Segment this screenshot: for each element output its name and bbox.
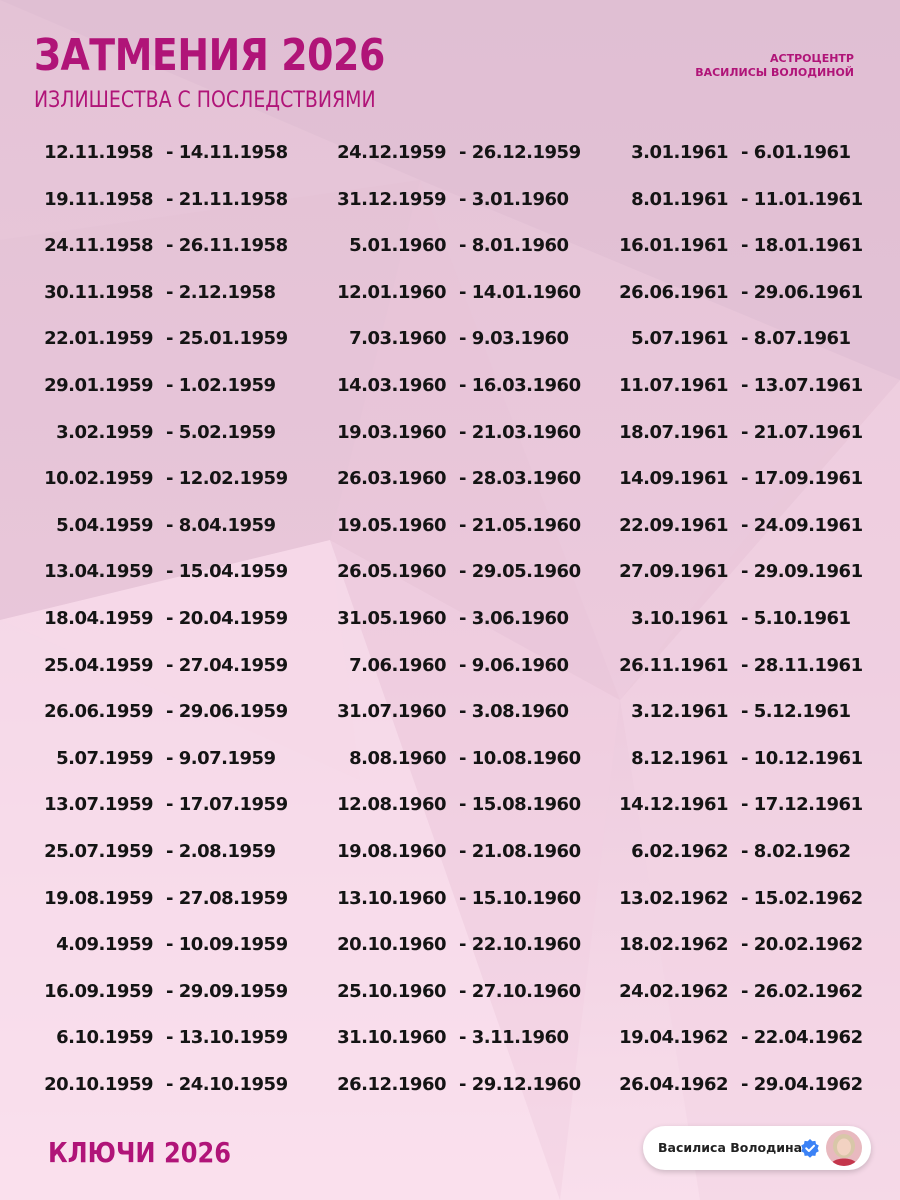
- brand-logo-text: [695, 52, 854, 80]
- date-range-row: [333, 784, 588, 831]
- date-end: - 24.10.1959: [166, 1073, 288, 1095]
- date-end: - 15.02.1962: [741, 887, 863, 909]
- date-start: 19.08.1960: [337, 840, 446, 862]
- date-start: 7.06.1960: [349, 654, 446, 676]
- date-start: 6.10.1959: [56, 1027, 153, 1049]
- date-start: 16.09.1959: [44, 980, 153, 1002]
- date-end: - 14.01.1960: [459, 281, 581, 303]
- date-start: 11.07.1961: [619, 374, 728, 396]
- header: [34, 30, 442, 113]
- date-end: - 15.08.1960: [459, 794, 581, 816]
- date-column-1: [40, 132, 295, 1110]
- date-start: 8.01.1961: [631, 188, 728, 210]
- date-start: 26.04.1962: [619, 1073, 728, 1095]
- date-range-row: [615, 505, 870, 552]
- page-subtitle: ИЗЛИШЕСТВА С ПОСЛЕДСТВИЯМИ: [34, 88, 376, 113]
- date-start: 19.04.1962: [619, 1027, 728, 1049]
- date-start: 3.02.1959: [56, 421, 153, 443]
- date-start: 20.10.1959: [44, 1073, 153, 1095]
- date-start: 30.11.1958: [44, 281, 153, 303]
- date-range-row: [333, 738, 588, 785]
- date-start: 3.01.1961: [631, 142, 728, 163]
- date-range-row: [40, 971, 295, 1018]
- date-range-row: [333, 272, 588, 319]
- date-end: - 21.07.1961: [741, 421, 863, 443]
- date-range-row: [615, 878, 870, 925]
- date-range-row: [333, 924, 588, 971]
- date-range-row: [40, 365, 295, 412]
- date-start: 5.07.1961: [631, 328, 728, 350]
- date-end: - 3.01.1960: [459, 188, 569, 210]
- date-range-row: [615, 738, 870, 785]
- date-end: - 11.01.1961: [741, 188, 863, 210]
- date-end: - 22.04.1962: [741, 1027, 863, 1049]
- date-start: 31.05.1960: [337, 607, 446, 629]
- date-start: 19.08.1959: [44, 887, 153, 909]
- date-start: 24.02.1962: [619, 980, 728, 1002]
- date-range-row: [40, 784, 295, 831]
- date-end: - 13.07.1961: [741, 374, 863, 396]
- date-start: 13.07.1959: [44, 794, 153, 816]
- date-range-row: [40, 598, 295, 645]
- date-end: - 17.12.1961: [741, 794, 863, 816]
- date-end: - 18.01.1961: [741, 235, 863, 257]
- date-end: - 10.08.1960: [459, 747, 581, 769]
- date-column-2: [333, 132, 588, 1110]
- date-range-row: [615, 924, 870, 971]
- date-start: 13.04.1959: [44, 561, 153, 583]
- date-range-row: [333, 505, 588, 552]
- date-end: - 29.06.1961: [741, 281, 863, 303]
- date-end: - 9.06.1960: [459, 654, 569, 676]
- date-range-row: [333, 318, 588, 365]
- date-range-row: [40, 179, 295, 226]
- date-start: 25.07.1959: [44, 840, 153, 862]
- date-range-row: [333, 412, 588, 459]
- date-start: 27.09.1961: [619, 561, 728, 583]
- date-start: 14.03.1960: [337, 374, 446, 396]
- date-start: 26.06.1961: [619, 281, 728, 303]
- date-range-row: [333, 878, 588, 925]
- date-start: 18.07.1961: [619, 421, 728, 443]
- date-start: 26.06.1959: [44, 701, 153, 723]
- date-start: 22.09.1961: [619, 514, 728, 536]
- date-range-row: [333, 971, 588, 1018]
- date-range-row: [333, 365, 588, 412]
- date-range-row: [615, 272, 870, 319]
- date-end: - 10.12.1961: [741, 747, 863, 769]
- date-start: 4.09.1959: [56, 934, 153, 956]
- date-end: - 28.11.1961: [741, 654, 863, 676]
- date-range-row: [40, 551, 295, 598]
- page-title: ЗАТМЕНИЯ 2026: [34, 30, 385, 81]
- date-end: - 21.11.1958: [166, 188, 288, 210]
- date-start: 13.02.1962: [619, 887, 728, 909]
- date-start: 5.07.1959: [56, 747, 153, 769]
- date-end: - 3.06.1960: [459, 607, 569, 629]
- date-range-row: [615, 458, 870, 505]
- date-range-row: [615, 691, 870, 738]
- date-end: - 20.04.1959: [166, 607, 288, 629]
- date-end: - 2.12.1958: [166, 281, 276, 303]
- date-end: - 10.09.1959: [166, 934, 288, 956]
- date-range-row: [615, 225, 870, 272]
- date-end: - 16.03.1960: [459, 374, 581, 396]
- date-start: 26.12.1960: [337, 1073, 446, 1095]
- date-range-row: [40, 691, 295, 738]
- date-range-row: [333, 179, 588, 226]
- date-range-row: [333, 551, 588, 598]
- date-start: 7.03.1960: [349, 328, 446, 350]
- date-start: 3.12.1961: [631, 701, 728, 723]
- date-start: 8.08.1960: [349, 747, 446, 769]
- date-start: 31.10.1960: [337, 1027, 446, 1049]
- author-name: Василиса Володина: [658, 1140, 803, 1155]
- date-start: 19.05.1960: [337, 514, 446, 536]
- date-end: - 21.03.1960: [459, 421, 581, 443]
- date-range-row: [615, 179, 870, 226]
- date-start: 12.11.1958: [44, 142, 153, 163]
- date-end: - 15.10.1960: [459, 887, 581, 909]
- date-range-row: [333, 831, 588, 878]
- brand-line-2: ВАСИЛИСЫ ВОЛОДИНОЙ: [695, 66, 854, 79]
- date-end: - 12.02.1959: [166, 468, 288, 490]
- author-avatar: [826, 1130, 862, 1166]
- date-end: - 9.03.1960: [459, 328, 569, 350]
- date-end: - 5.10.1961: [741, 607, 851, 629]
- date-start: 5.01.1960: [349, 235, 446, 257]
- date-range-row: [40, 132, 295, 179]
- date-end: - 29.12.1960: [459, 1073, 581, 1095]
- date-end: - 21.08.1960: [459, 840, 581, 862]
- date-start: 22.01.1959: [44, 328, 153, 350]
- date-range-row: [615, 645, 870, 692]
- date-end: - 29.09.1961: [741, 561, 863, 583]
- date-end: - 8.02.1962: [741, 840, 851, 862]
- date-end: - 3.11.1960: [459, 1027, 569, 1049]
- date-end: - 26.02.1962: [741, 980, 863, 1002]
- date-start: 3.10.1961: [631, 607, 728, 629]
- date-range-row: [40, 645, 295, 692]
- date-start: 20.10.1960: [337, 934, 446, 956]
- date-end: - 28.03.1960: [459, 468, 581, 490]
- date-start: 5.04.1959: [56, 514, 153, 536]
- date-end: - 26.11.1958: [166, 235, 288, 257]
- author-chip[interactable]: [643, 1126, 871, 1170]
- date-start: 14.12.1961: [619, 794, 728, 816]
- date-start: 16.01.1961: [619, 235, 728, 257]
- date-end: - 3.08.1960: [459, 701, 569, 723]
- date-start: 26.11.1961: [619, 654, 728, 676]
- date-range-row: [40, 458, 295, 505]
- date-start: 14.09.1961: [619, 468, 728, 490]
- date-end: - 25.01.1959: [166, 328, 288, 350]
- date-end: - 27.10.1960: [459, 980, 581, 1002]
- date-range-row: [615, 598, 870, 645]
- date-range-row: [40, 738, 295, 785]
- date-range-row: [333, 458, 588, 505]
- date-start: 26.05.1960: [337, 561, 446, 583]
- date-end: - 26.12.1959: [459, 142, 581, 163]
- date-range-row: [40, 878, 295, 925]
- date-range-row: [615, 365, 870, 412]
- date-start: 18.04.1959: [44, 607, 153, 629]
- date-range-row: [615, 1017, 870, 1064]
- date-end: - 6.01.1961: [741, 142, 851, 163]
- date-end: - 29.06.1959: [166, 701, 288, 723]
- date-end: - 8.04.1959: [166, 514, 276, 536]
- date-end: - 20.02.1962: [741, 934, 863, 956]
- date-start: 18.02.1962: [619, 934, 728, 956]
- date-start: 25.04.1959: [44, 654, 153, 676]
- date-end: - 17.09.1961: [741, 468, 863, 490]
- date-start: 31.07.1960: [337, 701, 446, 723]
- date-end: - 29.09.1959: [166, 980, 288, 1002]
- date-end: - 27.04.1959: [166, 654, 288, 676]
- date-end: - 5.02.1959: [166, 421, 276, 443]
- date-range-row: [40, 831, 295, 878]
- date-range-row: [615, 132, 870, 179]
- date-column-3: [615, 132, 870, 1110]
- date-range-row: [615, 412, 870, 459]
- date-end: - 14.11.1958: [166, 142, 288, 163]
- date-end: - 29.04.1962: [741, 1073, 863, 1095]
- date-start: 12.01.1960: [337, 281, 446, 303]
- date-range-row: [333, 691, 588, 738]
- date-range-row: [333, 645, 588, 692]
- date-range-row: [615, 784, 870, 831]
- date-end: - 13.10.1959: [166, 1027, 288, 1049]
- date-end: - 29.05.1960: [459, 561, 581, 583]
- footer-title: КЛЮЧИ 2026: [48, 1136, 231, 1169]
- date-range-row: [615, 831, 870, 878]
- date-range-row: [40, 225, 295, 272]
- date-start: 26.03.1960: [337, 468, 446, 490]
- date-range-row: [40, 1064, 295, 1111]
- date-range-row: [40, 412, 295, 459]
- date-range-row: [40, 505, 295, 552]
- date-end: - 5.12.1961: [741, 701, 851, 723]
- date-start: 10.02.1959: [44, 468, 153, 490]
- date-end: - 15.04.1959: [166, 561, 288, 583]
- date-end: - 8.01.1960: [459, 235, 569, 257]
- date-end: - 27.08.1959: [166, 887, 288, 909]
- date-end: - 1.02.1959: [166, 374, 276, 396]
- date-start: 24.11.1958: [44, 235, 153, 257]
- date-start: 6.02.1962: [631, 840, 728, 862]
- verified-badge-icon: [800, 1138, 820, 1158]
- date-end: - 21.05.1960: [459, 514, 581, 536]
- date-range-row: [333, 598, 588, 645]
- date-start: 31.12.1959: [337, 188, 446, 210]
- date-range-row: [615, 1064, 870, 1111]
- date-end: - 8.07.1961: [741, 328, 851, 350]
- brand-line-1: АСТРОЦЕНТР: [770, 52, 854, 65]
- date-range-row: [40, 318, 295, 365]
- date-end: - 17.07.1959: [166, 794, 288, 816]
- date-start: 12.08.1960: [337, 794, 446, 816]
- date-end: - 22.10.1960: [459, 934, 581, 956]
- date-range-row: [333, 132, 588, 179]
- date-range-row: [40, 1017, 295, 1064]
- date-start: 13.10.1960: [337, 887, 446, 909]
- date-range-row: [333, 225, 588, 272]
- date-range-row: [615, 971, 870, 1018]
- date-range-row: [40, 272, 295, 319]
- date-range-row: [333, 1017, 588, 1064]
- date-range-row: [333, 1064, 588, 1111]
- date-start: 25.10.1960: [337, 980, 446, 1002]
- date-start: 19.11.1958: [44, 188, 153, 210]
- date-range-row: [615, 318, 870, 365]
- date-range-row: [40, 924, 295, 971]
- date-start: 24.12.1959: [337, 142, 446, 163]
- date-range-row: [615, 551, 870, 598]
- date-end: - 9.07.1959: [166, 747, 276, 769]
- date-start: 19.03.1960: [337, 421, 446, 443]
- date-end: - 24.09.1961: [741, 514, 863, 536]
- date-start: 8.12.1961: [631, 747, 728, 769]
- date-end: - 2.08.1959: [166, 840, 276, 862]
- date-start: 29.01.1959: [44, 374, 153, 396]
